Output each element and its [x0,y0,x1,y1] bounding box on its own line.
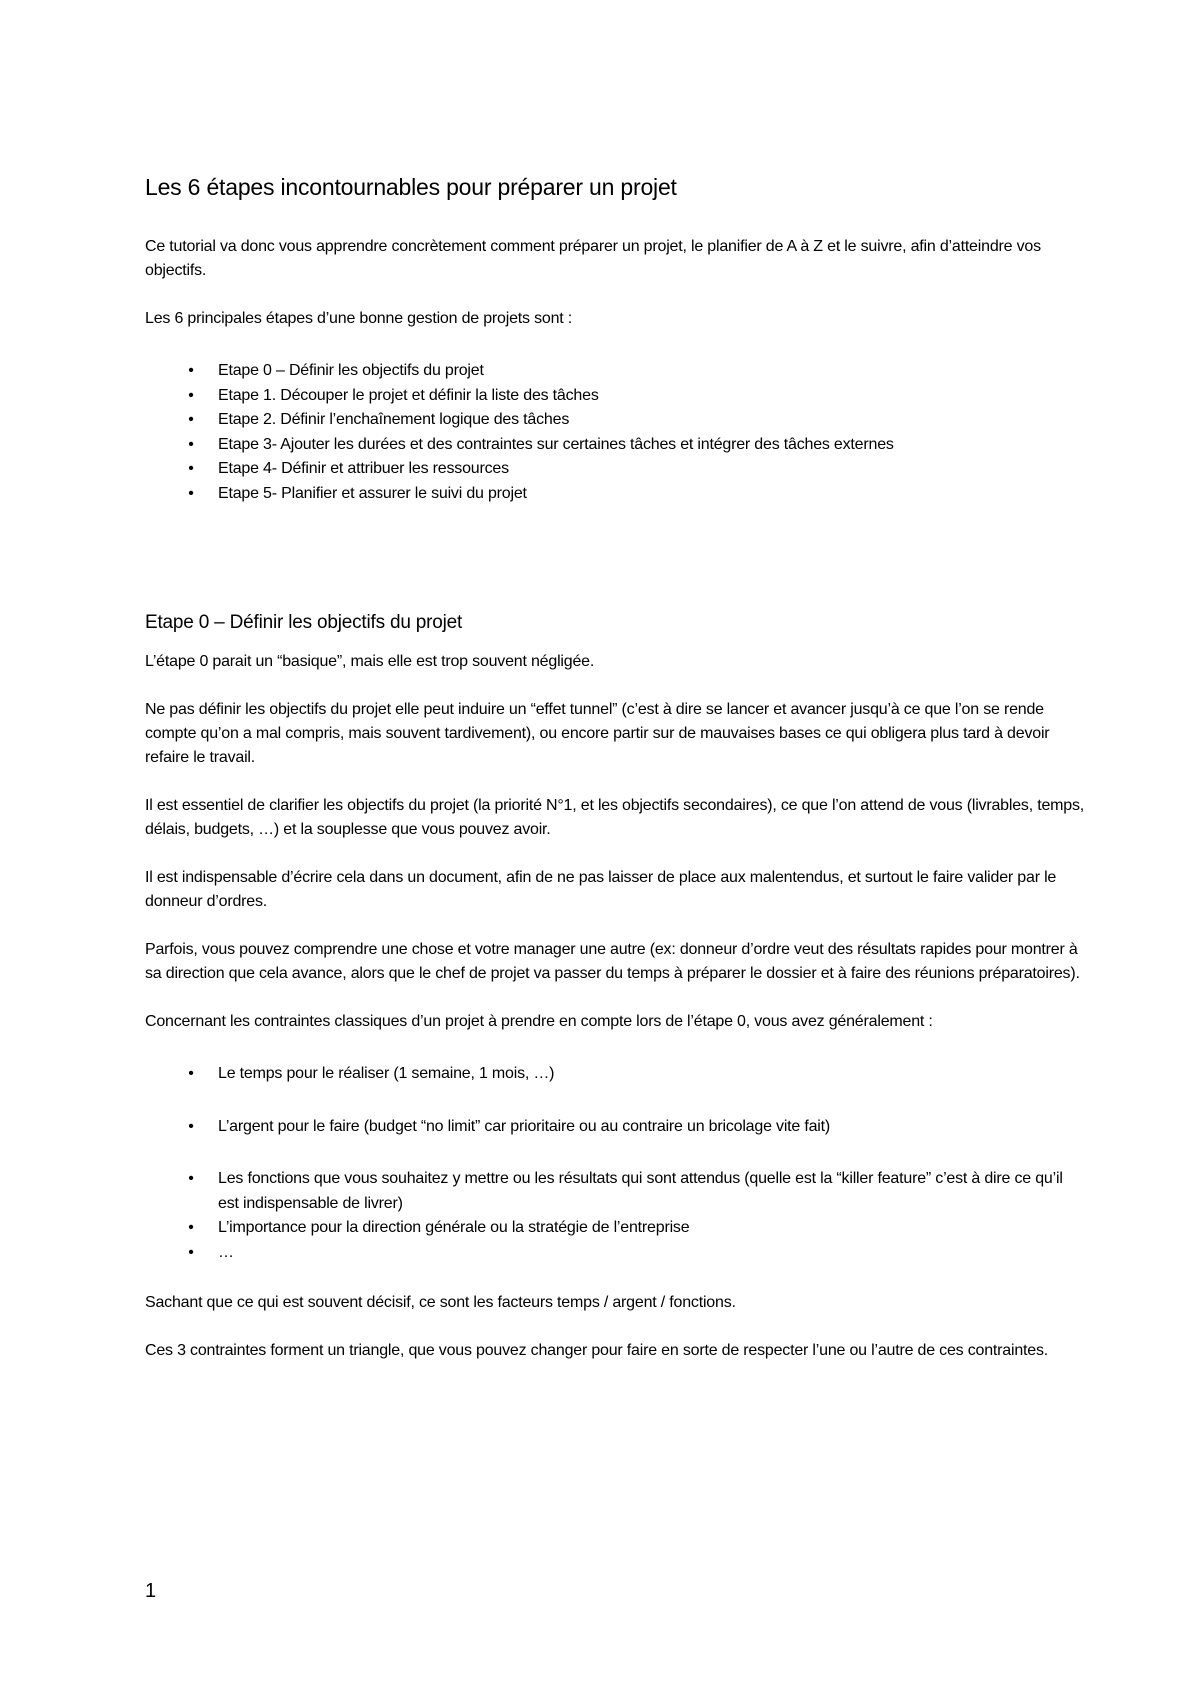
bullet-icon: • [188,411,194,428]
step-text: Etape 3- Ajouter les durées et des contraintes sur certaines tâches et intégrer des tâches externes [218,435,894,453]
list-item [145,433,1085,458]
constraint-text: … [218,1243,234,1261]
section-paragraph: Il est indispensable d’écrire cela dans un document, afin de ne pas laisser de place aux malentendus, et surtout le faire valider par le donneur d’ordres. [145,869,1057,910]
bullet-icon: • [188,1117,194,1135]
bullet-icon: • [188,1065,194,1082]
bullet-icon: • [188,435,194,453]
constraint-text: Les fonctions que vous souhaitez y mettre ou les résultats qui sont attendus (quelle est la “killer feature” c’est à dire ce qu’il est indispensable de livrer) [218,1170,1063,1212]
closing-paragraph: Ces 3 contraintes forment un triangle, que vous pouvez changer pour faire en sorte de respecter l’une ou l’autre de ces contraintes. [145,1342,1049,1359]
list-item [145,384,1085,409]
step-text: Etape 4- Définir et attribuer les ressources [218,460,509,477]
constraint-text: L’argent pour le faire (budget “no limit” car prioritaire ou au contraire un bricolage vite fait) [218,1117,831,1135]
constraints-intro: Concernant les contraintes classiques d’un projet à prendre en compte lors de l’étape 0, vous avez généralement : [145,1013,933,1030]
constraints-list [145,1062,1085,1265]
bullet-icon: • [188,362,194,379]
constraint-text: Le temps pour le réaliser (1 semaine, 1 mois, …) [218,1065,555,1082]
list-item [145,1241,1085,1266]
page-content [145,172,1085,1387]
steps-list [145,359,1085,506]
list-item [145,1115,1085,1140]
bullet-icon: • [188,386,194,404]
step-text: Etape 5- Planifier et assurer le suivi du projet [218,484,527,502]
section-paragraph: L’étape 0 parait un “basique”, mais elle est trop souvent négligée. [145,653,595,670]
document-title: Les 6 étapes incontournables pour préparer un projet [145,174,677,200]
list-item [145,482,1085,507]
list-item [145,457,1085,482]
bullet-icon: • [188,484,194,502]
page-number: 1 [145,1580,157,1602]
section-paragraph: Ne pas définir les objectifs du projet elle peut induire un “effet tunnel” (c’est à dire se lancer et avancer jusqu’à ce que l’on se rende compte qu’on a mal compris, mais souvent tardivement), ou encore partir sur de mauvaises bases ce qui obligera plus tard à devoir refaire le travail. [145,701,1050,766]
section-paragraph: Parfois, vous pouvez comprendre une chose et votre manager une autre (ex: donneur d’ordre veut des résultats rapides pour montrer à sa direction que cela avance, alors que le chef de projet va passer du temps à préparer le dossier et à faire des réunions préparatoires). [145,941,1080,982]
section-heading: Etape 0 – Définir les objectifs du projet [145,612,463,633]
section-paragraph: Il est essentiel de clarifier les objectifs du projet (la priorité N°1, et les objectifs secondaires), ce que l’on attend de vous (livrables, temps, délais, budgets, …) et la souplesse que vous pouvez avoir. [145,797,1085,838]
bullet-icon: • [188,460,194,477]
step-text: Etape 2. Définir l’enchaînement logique des tâches [218,411,570,428]
list-item [145,1167,1085,1216]
list-item [145,1216,1085,1241]
step-text: Etape 0 – Définir les objectifs du projet [218,362,484,379]
closing-paragraph: Sachant que ce qui est souvent décisif, ce sont les facteurs temps / argent / fonctions. [145,1294,736,1311]
list-item [145,1062,1085,1087]
bullet-icon: • [188,1170,194,1187]
steps-intro: Les 6 principales étapes d’une bonne gestion de projets sont : [145,310,573,327]
constraint-text: L’importance pour la direction générale ou la stratégie de l’entreprise [218,1219,690,1236]
step-text: Etape 1. Découper le projet et définir la liste des tâches [218,386,599,404]
list-item [145,408,1085,433]
bullet-icon: • [188,1219,194,1236]
bullet-icon: • [188,1243,194,1261]
list-item [145,359,1085,384]
intro-paragraph: Ce tutorial va donc vous apprendre concrètement comment préparer un projet, le planifier de A à Z et le suivre, afin d’atteindre vos objectifs. [145,238,1041,279]
